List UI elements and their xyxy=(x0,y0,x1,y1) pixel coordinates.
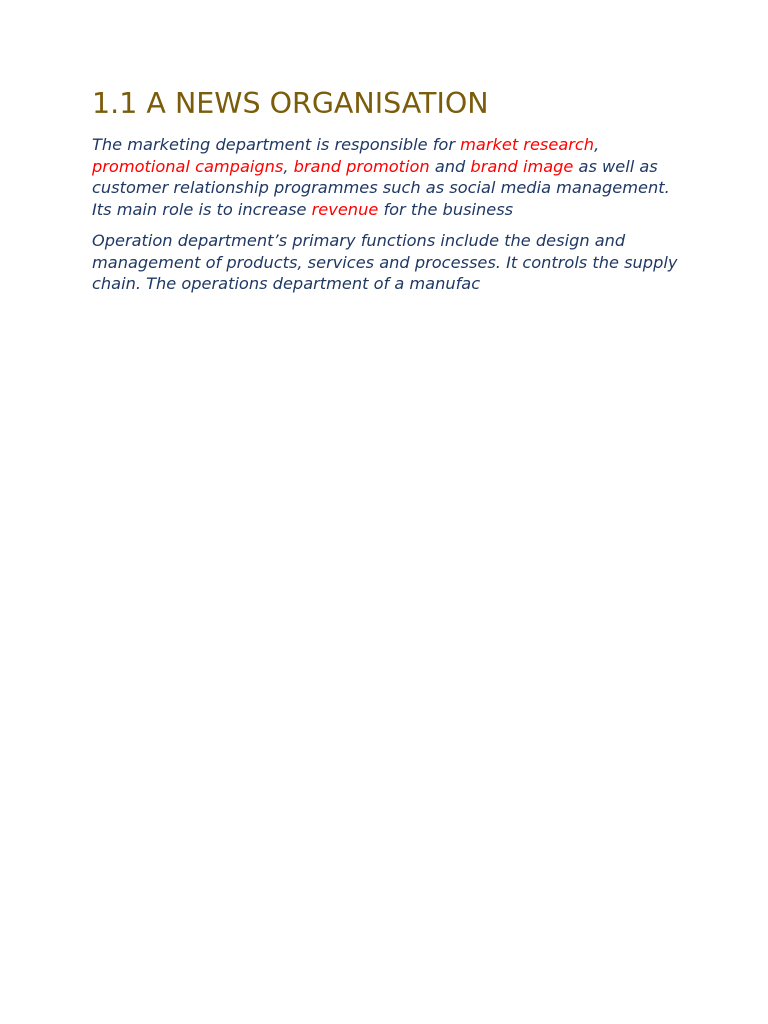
operations-paragraph xyxy=(92,230,682,295)
highlighted-term: brand promotion xyxy=(293,156,430,176)
highlighted-term: revenue xyxy=(311,199,379,219)
text-segment: as well as customer relationship programmes such as social media management. Its main role is to increase xyxy=(92,156,670,219)
highlighted-term: brand image xyxy=(470,156,574,176)
text-segment: The marketing department is responsible for xyxy=(92,135,461,154)
text-segment: , xyxy=(283,156,294,176)
text-segment: Operation department’s primary functions include the design and management of products, services and processes. It controls the supply chain. The operations department of a manufac xyxy=(92,231,678,293)
highlighted-term: market research xyxy=(460,135,595,154)
text-segment: for the business xyxy=(378,199,514,219)
text-segment: , xyxy=(594,135,600,154)
document-body xyxy=(92,84,682,305)
highlighted-term: promotional campaigns xyxy=(92,156,284,176)
marketing-paragraph xyxy=(92,134,682,220)
text-segment: and xyxy=(429,156,471,176)
section-heading: 1.1 A NEWS ORGANISATION xyxy=(92,87,489,120)
